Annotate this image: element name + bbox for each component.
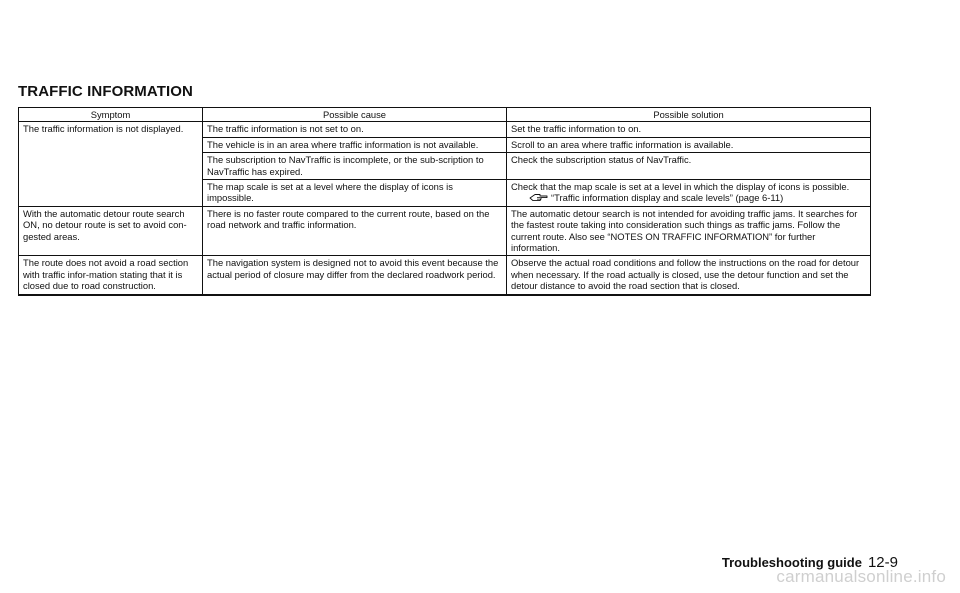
footer-chapter-title: Troubleshooting guide (721, 555, 862, 570)
solution-cell: Set the traffic information to on. (507, 122, 871, 137)
table-row (19, 256, 871, 295)
page-reference (511, 192, 866, 203)
table-row (19, 122, 871, 137)
cause-cell: The subscription to NavTraffic is incomplete, or the sub-scription to NavTraffic has expired. (203, 153, 507, 180)
solution-cell: Observe the actual road conditions and follow the instructions on the road for detour when necessary. If the road actually is closed, use the detour function and set the detour distance to avoid the road section that is closed. (507, 256, 871, 295)
footer-page-number: 12-9 (867, 554, 898, 571)
cause-cell: The vehicle is in an area where traffic information is not available. (203, 137, 507, 152)
watermark: carmanualsonline.info (776, 567, 946, 586)
table-header-row (19, 108, 871, 122)
symptom-cell: The traffic information is not displayed. (19, 122, 203, 206)
pointing-hand-icon (529, 192, 549, 202)
cause-cell: The map scale is set at a level where the display of icons is impossible. (203, 180, 507, 207)
cause-cell: There is no faster route compared to the current route, based on the road network and traffic information. (203, 206, 507, 256)
header-possible-solution: Possible solution (507, 108, 871, 122)
symptom-cell: The route does not avoid a road section with traffic infor-mation stating that it is closed due to road construction. (19, 256, 203, 295)
section-title: TRAFFIC INFORMATION (18, 83, 193, 100)
solution-cell: Check the subscription status of NavTraffic. (507, 153, 871, 180)
page-reference-text: “Traffic information display and scale levels” (page 6-11) (551, 192, 784, 204)
header-possible-cause: Possible cause (203, 108, 507, 122)
solution-text: Check that the map scale is set at a level in which the display of icons is possible. (511, 181, 850, 193)
solution-cell: Scroll to an area where traffic information is available. (507, 137, 871, 152)
table-row (19, 206, 871, 256)
symptom-cell: With the automatic detour route search ON, no detour route is set to avoid con-gested areas. (19, 206, 203, 256)
troubleshooting-table (18, 107, 871, 296)
solution-cell: The automatic detour search is not intended for avoiding traffic jams. It searches for the fastest route taking into consideration such things as traffic jams. Follow the current route. Also see “NOTES ON TRAFFIC INFORMATION” for further information. (507, 206, 871, 256)
solution-cell (507, 180, 871, 207)
header-symptom: Symptom (19, 108, 203, 122)
cause-cell: The navigation system is designed not to avoid this event because the actual period of closure may differ from the declared roadwork period. (203, 256, 507, 295)
cause-cell: The traffic information is not set to on. (203, 122, 507, 137)
